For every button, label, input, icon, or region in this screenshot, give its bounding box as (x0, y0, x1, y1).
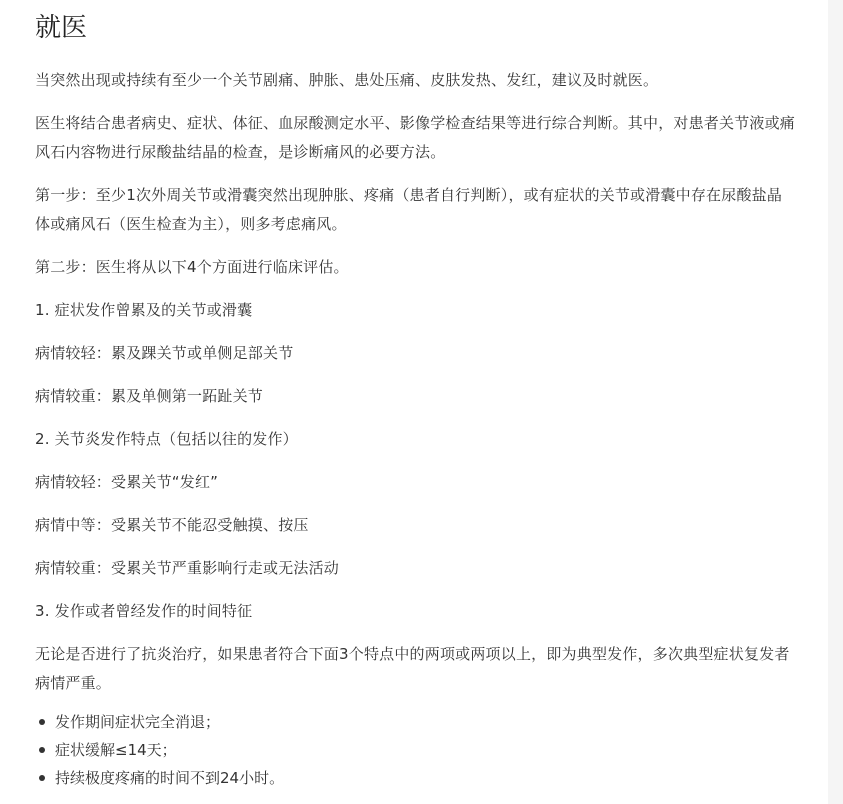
paragraph: 当突然出现或持续有至少一个关节剧痛、肿胀、患处压痛、皮肤发热、发红，建议及时就医。 (35, 71, 659, 89)
paragraph: 第二步：医生将从以下4个方面进行临床评估。 (35, 258, 349, 276)
article-body (35, 0, 795, 792)
bullet-dot-icon (39, 775, 45, 781)
list-item (35, 764, 795, 792)
scrollbar-track[interactable] (828, 0, 843, 804)
paragraph: 第一步：至少1次外周关节或滑囊突然出现肿胀、疼痛（患者自行判断），或有症状的关节或滑囊中存在尿酸盐晶体或痛风石（医生检查为主），则多考虑痛风。 (35, 186, 783, 233)
paragraph: 无论是否进行了抗炎治疗，如果患者符合下面3个特点中的两项或两项以上，即为典型发作，多次典型症状复发者病情严重。 (35, 645, 790, 692)
paragraph: 病情较轻：累及踝关节或单侧足部关节 (35, 344, 294, 362)
paragraph: 病情较重：累及单侧第一跖趾关节 (35, 387, 264, 405)
paragraph: 病情较重：受累关节严重影响行走或无法活动 (35, 559, 340, 577)
list-heading: 1. 症状发作曾累及的关节或滑囊 (35, 301, 253, 319)
paragraph: 病情较轻：受累关节“发红” (35, 473, 219, 491)
list-item-text: 发作期间症状完全消退； (55, 713, 221, 731)
bullet-dot-icon (39, 747, 45, 753)
bullet-dot-icon (39, 719, 45, 725)
list-item (35, 736, 795, 764)
list-item (35, 708, 795, 736)
list-heading: 3. 发作或者曾经发作的时间特征 (35, 602, 253, 620)
list-item-text: 持续极度疼痛的时间不到24小时。 (55, 769, 285, 787)
paragraph: 医生将结合患者病史、症状、体征、血尿酸测定水平、影像学检查结果等进行综合判断。其中，对患者关节液或痛风石内容物进行尿酸盐结晶的检查，是诊断痛风的必要方法。 (35, 114, 796, 161)
paragraph: 病情中等：受累关节不能忍受触摸、按压 (35, 516, 309, 534)
list-item-text: 症状缓解≤14天； (55, 741, 177, 759)
section-title: 就医 (35, 13, 88, 43)
bullet-list (35, 708, 795, 792)
list-heading: 2. 关节炎发作特点（包括以往的发作） (35, 430, 298, 448)
